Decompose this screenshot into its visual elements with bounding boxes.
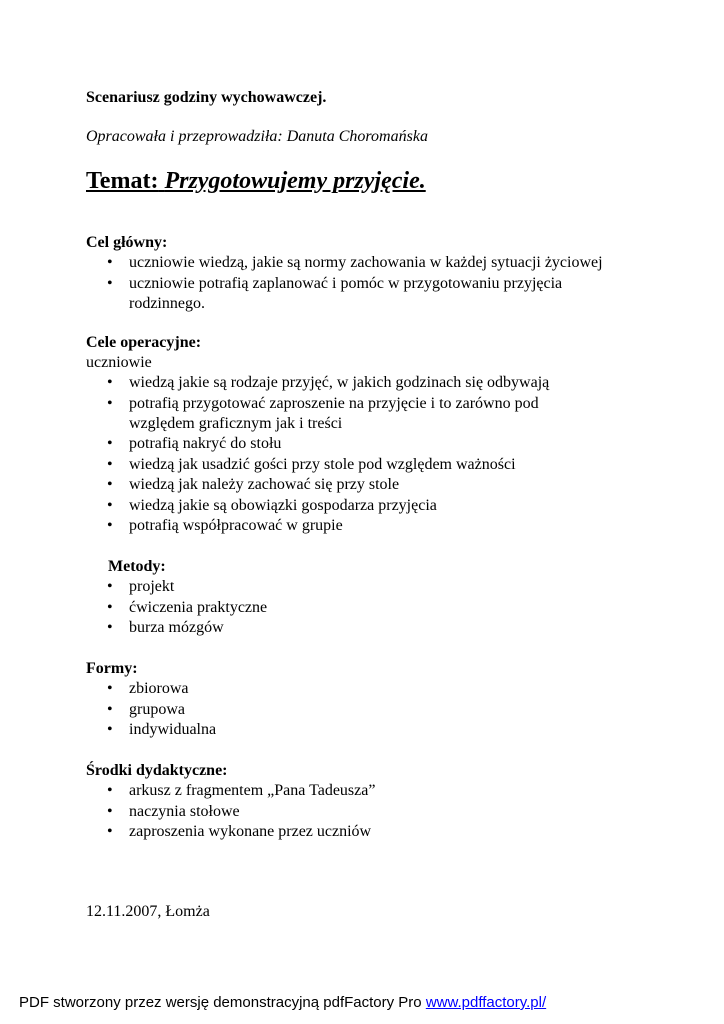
formy-heading: Formy: xyxy=(86,660,138,677)
cele-operacyjne-heading: Cele operacyjne: xyxy=(86,334,202,351)
list-item: • projekt xyxy=(86,577,267,598)
topic-label: Temat: xyxy=(86,168,159,194)
cele-operacyjne-list-2 xyxy=(86,434,516,537)
cele-operacyjne-intro: uczniowie xyxy=(86,354,152,371)
list-item: • zbiorowa xyxy=(86,679,216,700)
list-item: • uczniowie wiedzą, jakie są normy zachowania w każdej sytuacji życiowej xyxy=(86,253,603,274)
list-item: • potrafią nakryć do stołu xyxy=(86,434,516,455)
list-item-continuation: rodzinnego. xyxy=(129,295,205,312)
formy-list xyxy=(86,679,216,741)
list-item: • potrafią przygotować zaproszenie na przyjęcie i to zarówno pod xyxy=(86,394,549,415)
list-item-continuation: względem graficznym jak i treści xyxy=(129,415,343,432)
list-item: • burza mózgów xyxy=(86,618,267,639)
topic-text: Przygotowujemy przyjęcie. xyxy=(164,168,426,194)
cel-glowny-heading: Cel główny: xyxy=(86,234,168,251)
footer-link[interactable]: www.pdffactory.pl/ xyxy=(425,994,547,1011)
list-item: • naczynia stołowe xyxy=(86,802,375,823)
date-place: 12.11.2007, Łomża xyxy=(86,903,210,920)
list-item: • wiedzą jak należy zachować się przy stole xyxy=(86,475,516,496)
list-item: • zaproszenia wykonane przez uczniów xyxy=(86,822,375,843)
srodki-heading: Środki dydaktyczne: xyxy=(86,762,228,779)
topic-heading xyxy=(86,167,426,195)
cel-glowny-list xyxy=(86,253,603,294)
pdf-watermark-footer xyxy=(19,994,546,1012)
metody-heading: Metody: xyxy=(108,558,166,575)
cele-operacyjne-list xyxy=(86,373,549,414)
list-item: • wiedzą jak usadzić gości przy stole pod względem ważności xyxy=(86,455,516,476)
document-title: Scenariusz godziny wychowawczej. xyxy=(86,89,327,106)
srodki-list xyxy=(86,781,375,843)
list-item: • arkusz z fragmentem „Pana Tadeusza” xyxy=(86,781,375,802)
list-item: • potrafią współpracować w grupie xyxy=(86,516,516,537)
list-item: • wiedzą jakie są obowiązki gospodarza przyjęcia xyxy=(86,496,516,517)
list-item: • ćwiczenia praktyczne xyxy=(86,598,267,619)
list-item: • indywidualna xyxy=(86,720,216,741)
list-item: • wiedzą jakie są rodzaje przyjęć, w jakich godzinach się odbywają xyxy=(86,373,549,394)
author-line: Opracowała i przeprowadziła: Danuta Choromańska xyxy=(86,128,428,145)
footer-text: PDF stworzony przez wersję demonstracyjną pdfFactory Pro xyxy=(19,994,426,1011)
list-item: • grupowa xyxy=(86,700,216,721)
list-item: • uczniowie potrafią zaplanować i pomóc w przygotowaniu przyjęcia xyxy=(86,274,603,295)
metody-list xyxy=(86,577,267,639)
